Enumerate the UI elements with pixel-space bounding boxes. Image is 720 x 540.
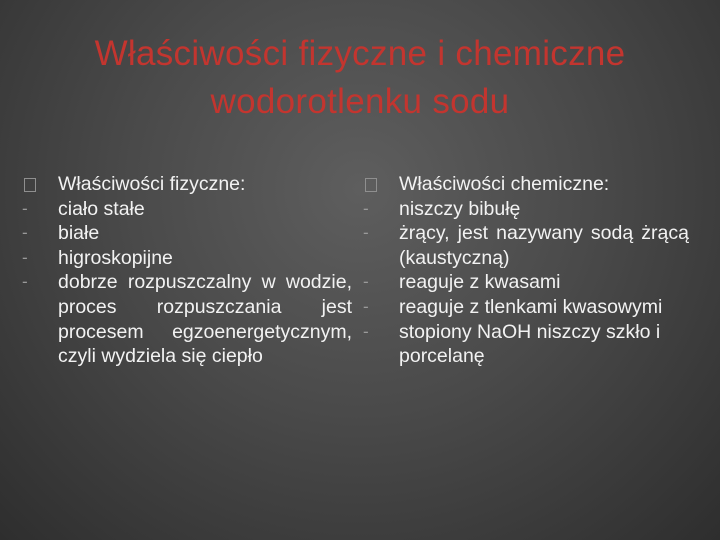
- list-item: [363, 221, 689, 270]
- dash-bullet: -: [22, 198, 28, 218]
- list-item-text: reaguje z tlenkami kwasowymi: [399, 295, 663, 318]
- list-item-text: ciało stałe: [58, 197, 145, 220]
- dash-bullet: -: [22, 223, 28, 243]
- dash-bullet: -: [363, 272, 369, 292]
- list-item: [22, 221, 352, 246]
- chemical-properties-heading-row: [363, 172, 689, 197]
- dash-bullet: -: [22, 247, 28, 267]
- physical-properties-column: [22, 172, 352, 369]
- list-item-text: białe: [58, 222, 100, 245]
- list-item-text: stopiony NaOH niszczy szkło i porcelanę: [399, 320, 661, 368]
- slide-title-line-1: Właściwości fizyczne i chemiczne: [94, 34, 626, 73]
- dash-bullet: -: [363, 321, 369, 341]
- list-item-text: reaguje z kwasami: [399, 271, 561, 294]
- list-item: [363, 197, 689, 222]
- slide-title-line-2: wodorotlenku sodu: [210, 82, 510, 121]
- list-item-text: żrący, jest nazywany sodą żrącą (kaustyczną): [399, 222, 689, 269]
- list-item: [22, 246, 352, 271]
- physical-properties-heading-row: [22, 172, 352, 197]
- list-item: [363, 295, 689, 320]
- box-bullet-icon: [22, 172, 58, 197]
- list-item-text: higroskopijne: [58, 246, 173, 269]
- list-item: [363, 320, 689, 369]
- list-item-text: niszczy bibułę: [399, 197, 521, 220]
- list-item: [363, 270, 689, 295]
- chemical-properties-heading: Właściwości chemiczne:: [399, 173, 610, 195]
- list-item-text: dobrze rozpuszczalny w wodzie, proces rozpuszczania jest procesem egzoenergetycznym, czyli wydziela się ciepło: [58, 271, 352, 368]
- physical-properties-heading: Właściwości fizyczne:: [58, 173, 246, 195]
- dash-bullet: -: [363, 198, 369, 218]
- dash-bullet: -: [22, 272, 28, 292]
- dash-bullet: -: [363, 223, 369, 243]
- list-item: [22, 197, 352, 222]
- dash-bullet: -: [363, 296, 369, 316]
- box-bullet-icon: [363, 172, 399, 197]
- slide-title: [40, 30, 680, 126]
- chemical-properties-column: [363, 172, 689, 369]
- list-item: [22, 270, 352, 368]
